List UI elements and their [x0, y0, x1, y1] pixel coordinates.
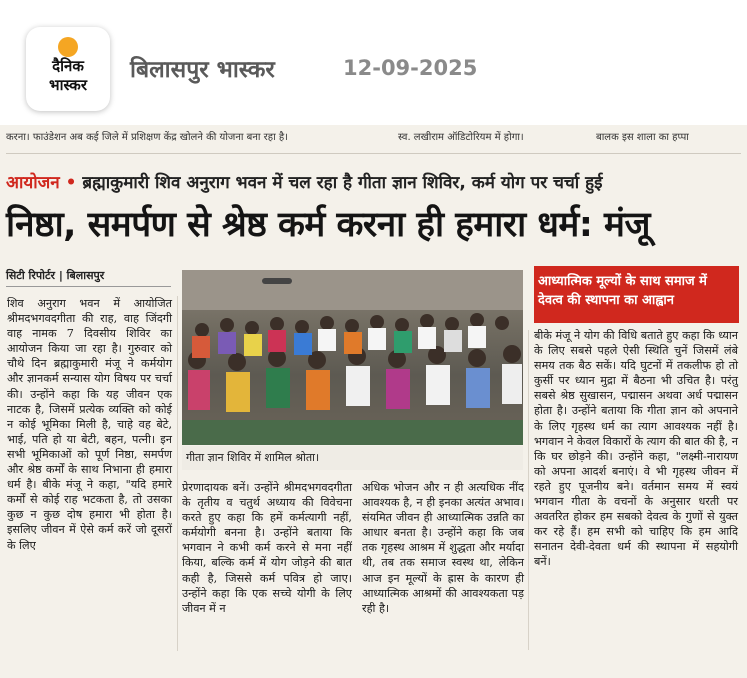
photo-caption-text: गीता ज्ञान शिविर में शामिल श्रोता।	[186, 451, 320, 464]
top-cut-strip	[6, 127, 741, 143]
kicker-label: आयोजन •	[6, 173, 77, 193]
app-header	[0, 0, 747, 125]
column-divider	[528, 330, 529, 650]
sun-icon	[58, 37, 78, 57]
photo-caption	[182, 446, 523, 470]
article-kicker	[6, 170, 741, 196]
article-photo	[182, 270, 523, 445]
article-column-2: प्रेरणादायक बनें। उन्होंने श्रीमदभगवदगीता के तृतीय व चतुर्थ अध्याय की विवेचना करते हुए कहा कि हमें कर्मत्यागी नहीं, कर्मयोगी बनना है। उन्होंने बताया कि भगवान ने कभी कर्म करने से मना नहीं किया, बल्कि कर्म में योग जोड़ने की बात कही है, जिससे कर्म पवित्र हो जाए। उन्होंने कहा कि एक सच्चे योगी के लिए जीवन में न	[182, 481, 352, 615]
strip-text-right: बालक इस शाला का हप्पा	[596, 132, 689, 143]
sidebar-heading-box: आध्यात्मिक मूल्यों के साथ समाज में देवत्व की स्थापना का आह्वान	[534, 266, 739, 323]
kicker-text: ब्रह्माकुमारी शिव अनुराग भवन में चल रहा है गीता ज्ञान शिविर, कर्म योग पर चर्चा हुई	[82, 173, 603, 193]
photo-floor	[182, 420, 523, 445]
article-column-4: बीके मंजू ने योग की विधि बताते हुए कहा कि ध्यान के लिए सबसे पहले ऐसी स्थिति चुनें जिसमें लंबे समय तक बैठ सकें। यदि घुटनों में तकलीफ हो तो कुर्सी पर ध्यान मुद्रा में बैठना भी उचित है। परंतु सबसे श्रेष्ठ सुखासन, पद्मासन अथवा अर्ध पद्मासन होता है। उन्होंने बताया कि गीता ज्ञान को अपनाने के लिए गृहस्थ धर्म का त्याग आवश्यक नहीं है। भगवान ने केवल विकारों के त्याग की बात की है, न कि घर छोड़ने की। उन्होंने कहा, "लक्ष्मी-नारायण को अपना आदर्श बनाएं। वे भी गृहस्थ जीवन में रहते हुए पूजनीय बने। वर्तमान समय में स्वयं भगवान गीता के वचनों के अनुसार धरती पर अवतरित होकर हम सबको देवत्व के गुणों से युक्त कर रहे हैं। हम सभी को चाहिए कि हम आदि सनातन देवी-देवता धर्म की स्थापना में सहयोगी बनें।	[534, 329, 738, 569]
logo-line-2: भास्कर	[49, 76, 87, 94]
strip-text-middle: स्व. लखीराम ऑडिटोरियम में होगा।	[398, 132, 524, 143]
column-divider	[177, 296, 178, 651]
audience-illustration	[182, 270, 523, 445]
byline: सिटी रिपोर्टर | बिलासपुर	[6, 268, 171, 287]
edition-date: 12-09-2025	[343, 56, 478, 80]
divider	[6, 153, 741, 154]
article-headline: निष्ठा, समर्पण से श्रेष्ठ कर्म करना ही हमारा धर्म: मंजू	[6, 205, 650, 245]
article-column-3: अधिक भोजन और न ही अत्यधिक नींद आवश्यक है, न ही इनका अत्यंत अभाव। संयमित जीवन ही आध्यात्मिक उन्नति का आधार बनता है। उन्होंने कहा कि जब तक गृहस्थ आश्रम में शुद्धता और मर्यादा थी, तब तक समाज स्वस्थ था, लेकिन आज इन मूल्यों के ह्रास के कारण ही आध्यात्मिक आश्रमों की आवश्यकता पड़ रही है।	[362, 481, 524, 615]
strip-text-left: करना। फाउंडेशन अब कई जिले में प्रशिक्षण केंद्र खोलने की योजना बना रहा है।	[6, 132, 288, 143]
dainik-bhaskar-logo[interactable]	[26, 27, 110, 111]
edition-title: बिलासपुर भास्कर	[130, 57, 275, 83]
logo-line-1: दैनिक	[52, 57, 84, 75]
article-column-1: शिव अनुराग भवन में आयोजित श्रीमदभगवदगीता की राह, वाह जिंदगी वाह नामक 7 दिवसीय शिविर का आयोजन किया जा रहा है। गुरुवार को चौथे दिन ब्रह्माकुमारी मंजू ने कर्मयोग और ज्ञानकर्म सन्यास योग विषय पर चर्चा की। उन्होंने कहा कि यह जीवन एक नाटक है, जिसमें प्रत्येक व्यक्ति को कोई न कोई भूमिका मिली है, चाहे वह बेटे, भाई, पति हो या बेटी, बहन, पत्नी। इन सभी भूमिकाओं को पूर्ण निष्ठा, समर्पण और श्रेष्ठ कर्मों के साथ निभाना ही हमारा धर्म है। बीके मंजू ने कहा, "यदि हमारे कर्मों से कोई राह भटकता है, तो उसका कुछ न कुछ दोष हमारा भी होता है। इसलिए जीवन में ऐसे कर्म करें जो दूसरों के लिए	[7, 297, 172, 552]
